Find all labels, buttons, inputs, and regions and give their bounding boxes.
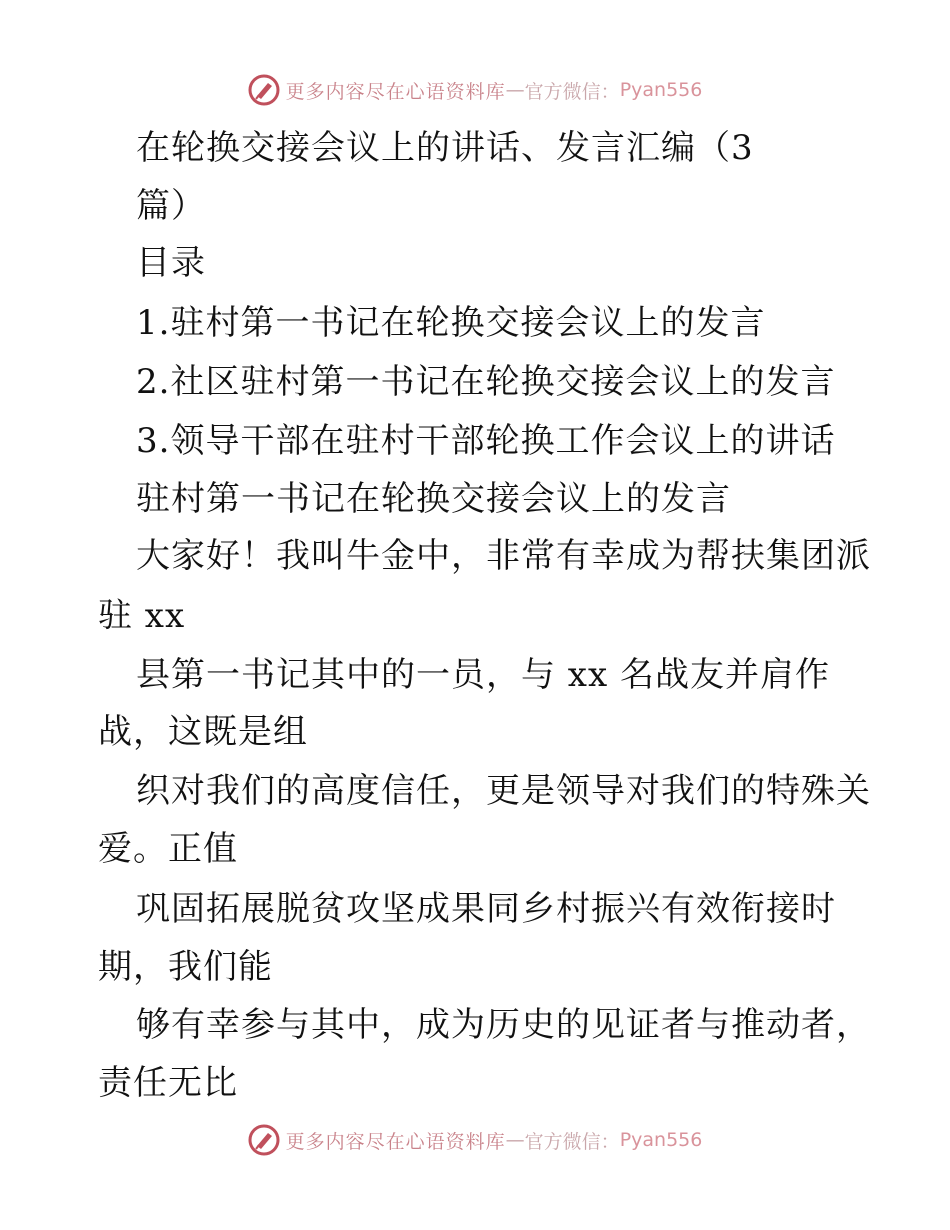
brush-seal-icon xyxy=(248,74,280,106)
watermark-dash: — xyxy=(505,79,525,101)
document-title: 在轮换交接会议上的讲话、发言汇编（3 xyxy=(136,128,754,168)
brush-seal-icon xyxy=(248,1124,280,1156)
watermark-text: 更多内容尽在心语资料库 xyxy=(285,1130,506,1153)
watermark-dash: — xyxy=(505,1129,525,1151)
toc-heading: 目录 xyxy=(136,243,206,283)
footer-watermark xyxy=(0,1124,950,1156)
body-line: 期，我们能 xyxy=(98,947,273,987)
section-title: 驻村第一书记在轮换交接会议上的发言 xyxy=(136,479,731,519)
watermark-colon: ： xyxy=(600,80,620,103)
watermark-account: Pyan556 xyxy=(619,79,703,101)
body-line: 巩固拓展脱贫攻坚成果同乡村振兴有效衔接时 xyxy=(136,889,836,929)
toc-item: 3.领导干部在驻村干部轮换工作会议上的讲话 xyxy=(136,421,836,461)
body-line: 大家好！我叫牛金中，非常有幸成为帮扶集团派 xyxy=(136,536,871,576)
watermark-colon: ： xyxy=(600,1130,620,1153)
body-line: 责任无比 xyxy=(98,1063,238,1103)
header-watermark xyxy=(0,74,950,106)
body-line: 驻 xx xyxy=(98,596,186,636)
body-line: 爱。正值 xyxy=(98,829,238,869)
body-line: 够有幸参与其中，成为历史的见证者与推动者， xyxy=(136,1005,871,1045)
body-line: 县第一书记其中的一员，与 xx 名战友并肩作 xyxy=(136,655,830,695)
watermark-label: 官方微信 xyxy=(524,1130,601,1153)
watermark-account: Pyan556 xyxy=(619,1129,703,1151)
watermark-text: 更多内容尽在心语资料库 xyxy=(285,80,506,103)
toc-item: 2.社区驻村第一书记在轮换交接会议上的发言 xyxy=(136,362,836,402)
document-title-cont: 篇） xyxy=(136,186,206,226)
toc-item: 1.驻村第一书记在轮换交接会议上的发言 xyxy=(136,303,766,343)
body-line: 战，这既是组 xyxy=(98,712,308,752)
watermark-label: 官方微信 xyxy=(524,80,601,103)
body-line: 织对我们的高度信任，更是领导对我们的特殊关 xyxy=(136,771,871,811)
